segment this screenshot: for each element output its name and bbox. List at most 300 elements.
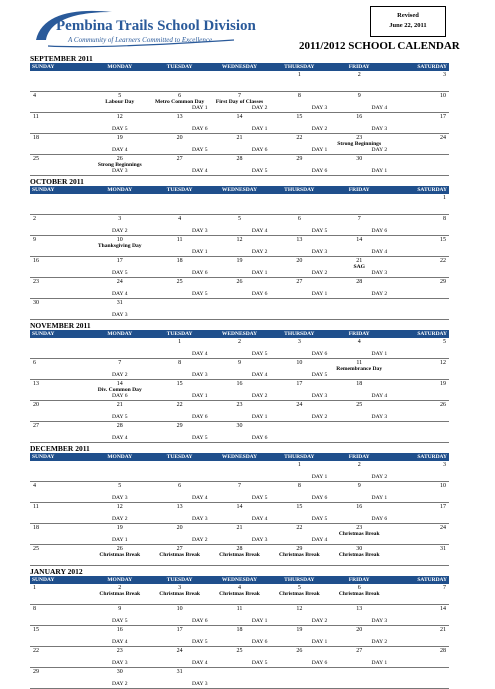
day-cell	[269, 113, 329, 133]
cycle-day: DAY 6	[191, 126, 208, 132]
month-title: SEPTEMBER 2011	[30, 54, 93, 63]
day-event: Div. Common Day	[97, 387, 142, 393]
cycle-day: DAY 4	[191, 660, 208, 666]
day-cell	[389, 584, 449, 604]
day-cell	[30, 626, 90, 646]
logo-name: Pembina Trails School Division	[56, 18, 256, 34]
day-number: 18	[33, 135, 39, 141]
day-event: Christmas Break	[338, 591, 380, 597]
cycle-day: DAY 3	[111, 660, 128, 666]
day-cell	[329, 299, 389, 319]
day-cell	[329, 668, 389, 688]
weekday-label: MONDAY	[107, 331, 133, 337]
day-number: 28	[236, 546, 243, 552]
day-number: 24	[116, 279, 123, 285]
day-cell	[90, 503, 150, 523]
cycle-day: DAY 5	[111, 270, 128, 276]
month-title: OCTOBER 2011	[30, 177, 84, 186]
week-row	[30, 647, 449, 668]
day-cell	[30, 215, 90, 235]
day-number: 1	[33, 585, 36, 591]
day-cell	[329, 215, 389, 235]
day-cell	[30, 524, 90, 544]
cycle-day: DAY 2	[111, 516, 128, 522]
cycle-day: DAY 4	[111, 291, 128, 297]
day-number: 27	[356, 648, 363, 654]
cycle-day: DAY 4	[371, 393, 388, 399]
day-cell	[150, 359, 210, 379]
day-number: 9	[33, 237, 36, 243]
day-cell	[150, 545, 210, 565]
day-event: Christmas Break	[159, 591, 201, 597]
day-cell	[30, 359, 90, 379]
week-row	[30, 215, 449, 236]
cycle-day: DAY 4	[111, 435, 128, 441]
day-cell	[210, 155, 270, 175]
day-number: 30	[236, 423, 243, 429]
day-cell	[90, 482, 150, 502]
day-cell	[150, 401, 210, 421]
day-cell	[150, 134, 210, 154]
day-number: 21	[236, 525, 243, 531]
day-number: 21	[440, 627, 446, 633]
day-cell	[90, 236, 150, 256]
day-number: 12	[440, 360, 446, 366]
day-number: 3	[178, 585, 182, 591]
cycle-day: DAY 3	[371, 414, 388, 420]
day-cell	[90, 647, 150, 667]
cycle-day: DAY 6	[311, 351, 328, 357]
day-cell	[150, 236, 210, 256]
cycle-day: DAY 2	[371, 147, 388, 153]
day-cell	[329, 113, 389, 133]
day-number: 16	[33, 258, 39, 264]
day-event: First Day of Classes	[215, 99, 264, 105]
cycle-day: DAY 5	[111, 126, 128, 132]
weekday-label: TUESDAY	[166, 331, 193, 337]
day-event: Christmas Break	[219, 591, 260, 597]
day-number: 26	[116, 546, 123, 552]
day-event: Christmas Break	[278, 591, 320, 597]
day-cell	[150, 647, 210, 667]
cycle-day: DAY 2	[371, 639, 388, 645]
day-number: 8	[33, 606, 36, 612]
day-number: 23	[116, 648, 123, 654]
day-cell	[269, 278, 329, 298]
day-number: 10	[176, 606, 183, 612]
weekday-header	[30, 576, 449, 584]
day-cell	[389, 236, 449, 256]
cycle-day: DAY 6	[251, 147, 268, 153]
weekday-label: FRIDAY	[348, 331, 370, 337]
weekday-label: WEDNESDAY	[221, 454, 258, 460]
day-cell	[269, 668, 329, 688]
day-number: 7	[237, 93, 241, 99]
day-number: 25	[356, 402, 363, 408]
weekday-label: SATURDAY	[417, 454, 447, 460]
day-cell	[90, 524, 150, 544]
weekday-label: SATURDAY	[417, 577, 447, 583]
day-number: 11	[236, 606, 243, 612]
day-cell	[30, 482, 90, 502]
cycle-day: DAY 6	[371, 516, 388, 522]
cycle-day: DAY 1	[371, 351, 388, 357]
day-cell	[269, 299, 329, 319]
day-cell	[210, 113, 270, 133]
day-number: 29	[296, 546, 303, 552]
day-cell	[389, 461, 449, 481]
day-cell	[329, 545, 389, 565]
month-title: JANUARY 2012	[30, 567, 83, 576]
day-number: 17	[440, 504, 446, 510]
cycle-day: DAY 4	[111, 639, 128, 645]
day-number: 18	[33, 525, 39, 531]
weekday-label: SUNDAY	[32, 577, 55, 583]
day-cell	[389, 257, 449, 277]
day-event: Christmas Break	[159, 552, 201, 558]
day-cell	[389, 545, 449, 565]
day-cell	[90, 155, 150, 175]
day-number: 4	[178, 216, 182, 222]
cycle-day: DAY 2	[111, 228, 128, 234]
cycle-day: DAY 1	[371, 168, 388, 174]
cycle-day: DAY 2	[251, 249, 268, 255]
day-number: 25	[176, 279, 183, 285]
day-cell	[329, 482, 389, 502]
day-number: 3	[443, 462, 446, 468]
revised-label: Revised	[397, 12, 419, 19]
day-cell	[90, 278, 150, 298]
cycle-day: DAY 1	[251, 126, 268, 132]
division-logo	[34, 6, 284, 52]
day-cell	[389, 278, 449, 298]
day-number: 8	[443, 216, 446, 222]
weekday-label: TUESDAY	[166, 187, 193, 193]
weekday-label: SATURDAY	[417, 64, 447, 70]
cycle-day: DAY 5	[311, 372, 328, 378]
day-cell	[150, 299, 210, 319]
day-number: 9	[357, 93, 361, 99]
day-cell	[30, 155, 90, 175]
day-number: 8	[178, 360, 182, 366]
day-number: 9	[118, 606, 122, 612]
day-number: 20	[176, 135, 183, 141]
day-cell	[329, 422, 389, 442]
cycle-day: DAY 6	[191, 270, 208, 276]
day-number: 1	[297, 72, 301, 78]
day-number: 2	[118, 585, 122, 591]
week-row	[30, 236, 449, 257]
cycle-day: DAY 4	[111, 147, 128, 153]
week-row	[30, 92, 449, 113]
day-number: 11	[176, 237, 183, 243]
day-number: 26	[236, 279, 243, 285]
day-number: 18	[236, 627, 243, 633]
day-cell	[90, 113, 150, 133]
cycle-day: DAY 3	[371, 270, 388, 276]
cycle-day: DAY 2	[111, 681, 128, 687]
day-cell	[269, 134, 329, 154]
day-cell	[269, 155, 329, 175]
day-number: 2	[357, 72, 361, 78]
day-number: 7	[118, 360, 122, 366]
day-number: 11	[356, 360, 363, 366]
weekday-header	[30, 186, 449, 194]
day-cell	[389, 215, 449, 235]
day-number: 1	[443, 195, 446, 201]
day-number: 4	[33, 483, 36, 489]
cycle-day: DAY 4	[191, 351, 208, 357]
day-cell	[210, 71, 270, 91]
week-row	[30, 71, 449, 92]
day-cell	[150, 626, 210, 646]
day-number: 30	[33, 300, 39, 306]
cycle-day: DAY 4	[251, 228, 268, 234]
day-number: 1	[178, 339, 182, 345]
day-number: 13	[356, 606, 363, 612]
cycle-day: DAY 2	[371, 474, 388, 480]
cycle-day: DAY 3	[111, 312, 128, 318]
cycle-day: DAY 3	[191, 228, 208, 234]
day-cell	[150, 338, 210, 358]
day-cell	[389, 524, 449, 544]
day-number: 20	[33, 402, 39, 408]
day-number: 6	[297, 216, 301, 222]
day-cell	[30, 113, 90, 133]
day-number: 6	[178, 93, 182, 99]
day-number: 12	[236, 237, 243, 243]
day-cell	[329, 626, 389, 646]
day-number: 16	[116, 627, 123, 633]
day-number: 17	[176, 627, 183, 633]
day-number: 14	[116, 381, 123, 387]
day-number: 24	[440, 135, 446, 141]
day-number: 27	[176, 156, 183, 162]
cycle-day: DAY 5	[111, 618, 128, 624]
day-cell	[210, 584, 270, 604]
cycle-day: DAY 3	[111, 495, 128, 501]
day-cell	[269, 401, 329, 421]
day-number: 14	[236, 114, 243, 120]
day-cell	[150, 422, 210, 442]
weekday-label: WEDNESDAY	[221, 187, 258, 193]
day-cell	[269, 647, 329, 667]
day-cell	[329, 647, 389, 667]
day-cell	[30, 503, 90, 523]
revised-date: June 22, 2011	[389, 22, 427, 29]
week-row	[30, 380, 449, 401]
day-number: 23	[33, 279, 39, 285]
day-cell	[210, 422, 270, 442]
day-cell	[389, 92, 449, 112]
day-number: 12	[116, 504, 123, 510]
day-number: 26	[440, 402, 446, 408]
day-number: 21	[356, 258, 363, 264]
week-row	[30, 584, 449, 605]
weekday-label: THURSDAY	[284, 454, 315, 460]
day-number: 28	[236, 156, 243, 162]
day-number: 22	[296, 525, 303, 531]
day-number: 11	[33, 504, 39, 510]
month-block	[30, 321, 449, 443]
day-number: 27	[176, 546, 183, 552]
day-cell	[329, 278, 389, 298]
day-cell	[269, 584, 329, 604]
day-number: 15	[296, 114, 303, 120]
day-number: 21	[236, 135, 243, 141]
month-title: NOVEMBER 2011	[30, 321, 91, 330]
week-row	[30, 626, 449, 647]
day-number: 24	[296, 402, 303, 408]
weekday-label: MONDAY	[107, 187, 133, 193]
week-row	[30, 482, 449, 503]
weekday-label: THURSDAY	[284, 577, 315, 583]
day-cell	[150, 71, 210, 91]
week-row	[30, 668, 449, 689]
weekday-label: THURSDAY	[284, 331, 315, 337]
cycle-day: DAY 3	[371, 126, 388, 132]
weekday-label: SUNDAY	[32, 64, 55, 70]
day-cell	[30, 461, 90, 481]
week-row	[30, 278, 449, 299]
day-number: 15	[440, 237, 446, 243]
cycle-day: DAY 1	[251, 414, 268, 420]
day-event: Christmas Break	[278, 552, 320, 558]
day-cell	[329, 92, 389, 112]
day-number: 14	[236, 504, 243, 510]
day-number: 31	[440, 546, 446, 552]
day-cell	[210, 194, 270, 214]
cycle-day: DAY 6	[311, 660, 328, 666]
day-number: 8	[297, 483, 301, 489]
day-cell	[389, 626, 449, 646]
day-cell	[269, 359, 329, 379]
cycle-day: DAY 2	[311, 414, 328, 420]
day-event: Christmas Break	[338, 552, 380, 558]
day-number: 29	[33, 669, 39, 675]
day-number: 8	[297, 93, 301, 99]
day-cell	[269, 545, 329, 565]
cycle-day: DAY 3	[371, 618, 388, 624]
day-cell	[389, 359, 449, 379]
day-cell	[30, 605, 90, 625]
day-number: 24	[176, 648, 183, 654]
weekday-label: FRIDAY	[348, 577, 370, 583]
day-number: 29	[176, 423, 183, 429]
day-cell	[90, 299, 150, 319]
cycle-day: DAY 2	[251, 105, 268, 111]
day-number: 6	[178, 483, 182, 489]
cycle-day: DAY 3	[191, 681, 208, 687]
day-event: Remembrance Day	[336, 366, 383, 372]
day-cell	[269, 605, 329, 625]
cycle-day: DAY 5	[191, 291, 208, 297]
day-cell	[210, 503, 270, 523]
cycle-day: DAY 5	[191, 639, 208, 645]
day-number: 23	[236, 402, 243, 408]
week-row	[30, 194, 449, 215]
week-row	[30, 155, 449, 176]
day-number: 5	[443, 339, 446, 345]
day-number: 9	[237, 360, 241, 366]
cycle-day: DAY 1	[191, 393, 208, 399]
day-number: 23	[356, 525, 363, 531]
day-cell	[389, 647, 449, 667]
day-number: 10	[440, 93, 446, 99]
day-cell	[389, 194, 449, 214]
day-number: 3	[443, 72, 446, 78]
cycle-day: DAY 1	[111, 537, 128, 543]
day-number: 2	[237, 339, 241, 345]
day-cell	[210, 92, 270, 112]
cycle-day: DAY 1	[311, 291, 328, 297]
day-cell	[329, 338, 389, 358]
cycle-day: DAY 3	[311, 249, 328, 255]
day-number: 9	[357, 483, 361, 489]
week-row	[30, 299, 449, 320]
cycle-day: DAY 6	[251, 435, 268, 441]
day-number: 25	[236, 648, 243, 654]
day-number: 11	[33, 114, 39, 120]
day-cell	[30, 380, 90, 400]
day-event: Thanksgiving Day	[97, 243, 142, 249]
day-number: 5	[297, 585, 301, 591]
cycle-day: DAY 3	[251, 537, 268, 543]
day-cell	[389, 605, 449, 625]
cycle-day: DAY 2	[311, 126, 328, 132]
day-cell	[90, 605, 150, 625]
cycle-day: DAY 1	[251, 618, 268, 624]
cycle-day: DAY 6	[191, 414, 208, 420]
day-number: 6	[33, 360, 36, 366]
day-cell	[269, 92, 329, 112]
cycle-day: DAY 4	[371, 249, 388, 255]
day-number: 13	[176, 504, 183, 510]
cycle-day: DAY 2	[311, 618, 328, 624]
day-number: 17	[440, 114, 446, 120]
day-number: 30	[356, 546, 363, 552]
day-cell	[210, 401, 270, 421]
day-cell	[150, 503, 210, 523]
day-cell	[30, 401, 90, 421]
cycle-day: DAY 1	[191, 249, 208, 255]
cycle-day: DAY 4	[311, 537, 328, 543]
cycle-day: DAY 4	[371, 105, 388, 111]
day-cell	[210, 605, 270, 625]
day-cell	[30, 545, 90, 565]
day-event: Labour Day	[105, 99, 135, 105]
day-number: 31	[176, 669, 183, 675]
day-cell	[150, 278, 210, 298]
day-cell	[269, 338, 329, 358]
day-number: 19	[116, 135, 123, 141]
day-number: 19	[236, 258, 243, 264]
day-number: 26	[296, 648, 303, 654]
day-number: 4	[33, 93, 36, 99]
day-cell	[210, 461, 270, 481]
day-number: 19	[296, 627, 303, 633]
day-number: 27	[296, 279, 303, 285]
cycle-day: DAY 2	[251, 393, 268, 399]
cycle-day: DAY 5	[191, 435, 208, 441]
day-number: 1	[297, 462, 301, 468]
day-event: Strong Beginnings	[97, 162, 142, 168]
day-event: Strong Beginnings	[337, 141, 382, 147]
day-event: Christmas Break	[219, 552, 260, 558]
day-cell	[150, 257, 210, 277]
cycle-day: DAY 1	[251, 270, 268, 276]
day-cell	[30, 236, 90, 256]
